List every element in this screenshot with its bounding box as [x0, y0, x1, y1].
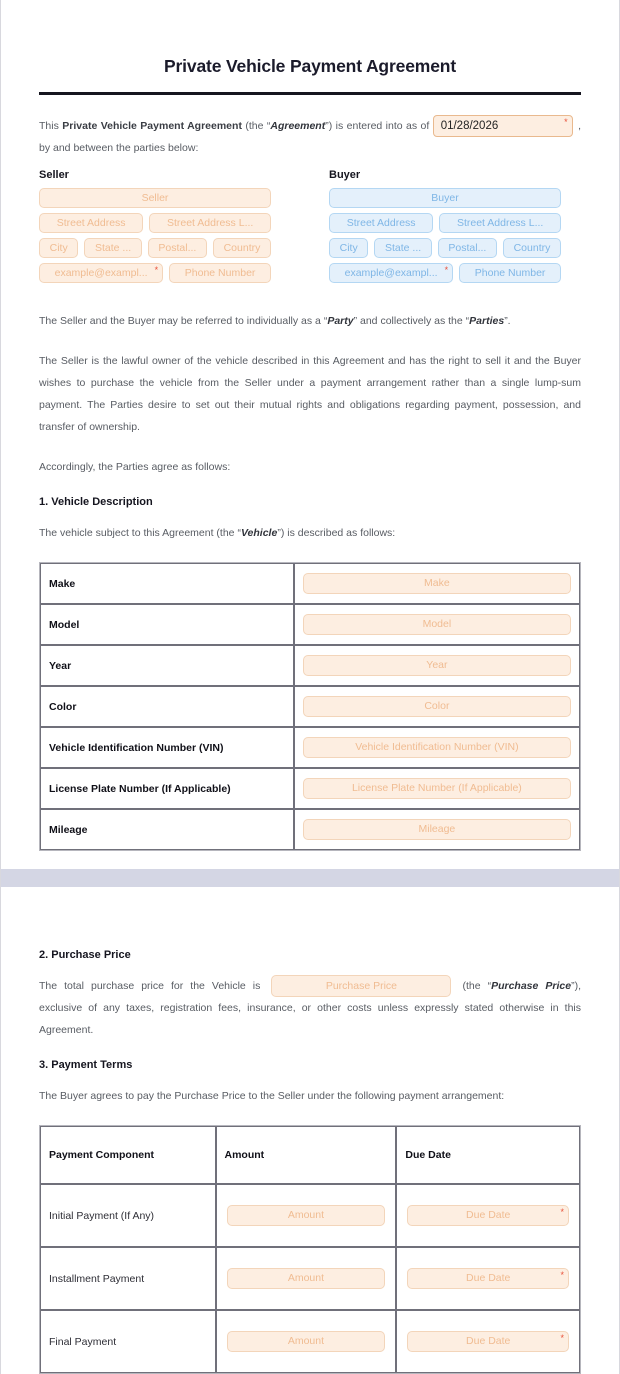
agreement-date-value: 01/28/2026 [440, 120, 499, 133]
vehicle-label-mileage: Mileage [49, 823, 88, 836]
payment-due-date-input-final[interactable] [407, 1331, 569, 1352]
buyer-phone-input[interactable]: Phone Number [459, 263, 561, 283]
payment-column-component: Payment Component [49, 1149, 155, 1162]
intro-paren-close: ”) [325, 120, 333, 132]
buyer-heading: Buyer [329, 169, 361, 182]
buyer-locality-row [329, 238, 561, 258]
title-divider [39, 92, 581, 95]
payment-amount-input-initial[interactable]: Amount [227, 1205, 386, 1226]
section-heading-vehicle-description: 1. Vehicle Description [39, 496, 153, 509]
seller-street2-input[interactable]: Street Address L... [149, 213, 271, 233]
seller-city-input[interactable]: City [39, 238, 78, 258]
buyer-name-input[interactable]: Buyer [329, 188, 561, 208]
agreement-date-input[interactable] [433, 115, 573, 137]
vehicle-input-model[interactable]: Model [303, 614, 571, 635]
table-row [40, 1184, 580, 1247]
section-heading-payment-terms: 3. Payment Terms [39, 1059, 133, 1072]
parties-definition-paragraph [39, 310, 581, 332]
required-asterisk-icon: * [444, 265, 449, 276]
vehicle-label-color: Color [49, 700, 77, 713]
buyer-street2-input[interactable]: Street Address L... [439, 213, 561, 233]
vehicle-label-year: Year [49, 659, 72, 672]
seller-street-input[interactable]: Street Address [39, 213, 143, 233]
buyer-street-row [329, 213, 561, 233]
intro-paren-open: (the “ [245, 120, 271, 132]
payment-due-date-input-initial[interactable] [407, 1205, 569, 1226]
intro-agreement-name: Private Vehicle Payment Agreement [62, 120, 242, 132]
seller-street-row [39, 213, 271, 233]
seller-state-input[interactable]: State ... [84, 238, 141, 258]
required-asterisk-icon: * [560, 1270, 564, 1281]
parties-text-2: ” and collectively as the “ [353, 315, 470, 328]
section-heading-purchase-price: 2. Purchase Price [39, 949, 131, 962]
seller-email-input[interactable] [39, 263, 163, 283]
buyer-block [329, 169, 561, 288]
payment-label-final: Final Payment [49, 1335, 117, 1348]
required-asterisk-icon: * [560, 1207, 564, 1218]
table-row [40, 1310, 580, 1373]
vehicle-input-make[interactable]: Make [303, 573, 571, 594]
intro-after-date: , by and between the parties below: [39, 120, 582, 155]
purchase-price-paragraph [39, 975, 581, 1041]
payment-terms-lead: The Buyer agrees to pay the Purchase Price to the Seller under the following payment arrangement: [39, 1090, 505, 1103]
table-row [40, 768, 580, 809]
buyer-postal-input[interactable]: Postal... [438, 238, 497, 258]
payment-column-amount: Amount [224, 1149, 265, 1162]
buyer-email-placeholder: example@exampl... [344, 267, 438, 280]
page-break-divider [0, 869, 620, 887]
vehicle-input-color[interactable]: Color [303, 696, 571, 717]
buyer-street-input[interactable]: Street Address [329, 213, 433, 233]
vehicle-lead-2: ”) is described as follows: [277, 527, 396, 540]
required-asterisk-icon: * [564, 117, 568, 128]
vehicle-input-vin[interactable]: Vehicle Identification Number (VIN) [303, 737, 571, 758]
table-row [40, 563, 580, 604]
seller-heading: Seller [39, 169, 69, 182]
page-title: Private Vehicle Payment Agreement [163, 56, 457, 76]
buyer-country-input[interactable]: Country [503, 238, 561, 258]
payment-amount-input-final[interactable]: Amount [227, 1331, 386, 1352]
payment-label-installment: Installment Payment [49, 1272, 145, 1285]
vehicle-label-vin: Vehicle Identification Number (VIN) [49, 741, 224, 754]
buyer-name-row [329, 188, 561, 208]
vehicle-lead-paragraph [39, 522, 581, 544]
payment-due-date-input-installment[interactable] [407, 1268, 569, 1289]
required-asterisk-icon: * [560, 1333, 564, 1344]
required-asterisk-icon: * [154, 265, 159, 276]
table-row [40, 645, 580, 686]
payment-due-date-placeholder: Due Date [466, 1272, 511, 1285]
vehicle-input-year[interactable]: Year [303, 655, 571, 676]
vehicle-term: Vehicle [240, 527, 278, 540]
purchase-price-tail: exclusive of any taxes, registration fees, insurance, or other costs unless expressly stated otherwise in this Agreement. [39, 1002, 581, 1037]
purchase-price-lead: The total purchase price for the Vehicle is [39, 980, 261, 993]
vehicle-label-model: Model [49, 618, 80, 631]
payment-terms-table [39, 1125, 581, 1374]
purchase-price-input[interactable]: Purchase Price [271, 975, 451, 997]
seller-phone-input[interactable]: Phone Number [169, 263, 271, 283]
recital-paragraph: The Seller is the lawful owner of the vehicle described in this Agreement and has the right to sell it and the Buyer wishes to purchase the vehicle from the Seller under a payment arrangement rather than a single lump-sum payment. The Parties desire to set out their mutual rights and obligations regarding payment, possession, and transfer of ownership. [39, 355, 581, 434]
seller-country-input[interactable]: Country [213, 238, 271, 258]
vehicle-label-make: Make [49, 577, 76, 590]
table-row [40, 686, 580, 727]
table-row [40, 604, 580, 645]
parties-text-1: The Seller and the Buyer may be referred to individually as a “ [39, 315, 328, 328]
seller-postal-input[interactable]: Postal... [148, 238, 207, 258]
payment-label-initial: Initial Payment (If Any) [49, 1209, 155, 1222]
seller-locality-row [39, 238, 271, 258]
seller-name-row [39, 188, 271, 208]
payment-amount-input-installment[interactable]: Amount [227, 1268, 386, 1289]
table-row [40, 727, 580, 768]
intro-tail: is entered into as of [335, 120, 430, 132]
accordingly-paragraph: Accordingly, the Parties agree as follows: [39, 461, 231, 474]
payment-due-date-placeholder: Due Date [466, 1335, 511, 1348]
intro-defined-term: Agreement [270, 120, 326, 132]
vehicle-label-license-plate: License Plate Number (If Applicable) [49, 782, 231, 795]
parties-section [39, 169, 581, 288]
party-term: Party [327, 315, 354, 328]
buyer-email-input[interactable] [329, 263, 453, 283]
payment-column-due-date: Due Date [405, 1149, 451, 1162]
vehicle-lead-1: The vehicle subject to this Agreement (the “ [39, 527, 241, 540]
seller-name-input[interactable]: Seller [39, 188, 271, 208]
buyer-state-input[interactable]: State ... [374, 238, 431, 258]
table-row [40, 809, 580, 850]
purchase-price-mid-1: (the “ [462, 980, 492, 993]
intro-paragraph [39, 115, 581, 159]
table-header-row [40, 1126, 580, 1184]
parties-term: Parties [469, 315, 505, 328]
payment-due-date-placeholder: Due Date [466, 1209, 511, 1222]
intro-lead: This [39, 120, 59, 132]
vehicle-description-table [39, 562, 581, 851]
buyer-city-input[interactable]: City [329, 238, 368, 258]
table-row [40, 1247, 580, 1310]
seller-contact-row [39, 263, 271, 283]
document-page-2 [0, 887, 620, 1374]
vehicle-input-mileage[interactable]: Mileage [303, 819, 571, 840]
vehicle-input-license-plate[interactable]: License Plate Number (If Applicable) [303, 778, 571, 799]
parties-text-3: ”. [504, 315, 511, 328]
seller-email-placeholder: example@exampl... [54, 267, 148, 280]
buyer-contact-row [329, 263, 561, 283]
seller-block [39, 169, 271, 288]
purchase-price-mid-2: ”), [571, 980, 581, 993]
purchase-price-term: Purchase Price [491, 980, 572, 993]
